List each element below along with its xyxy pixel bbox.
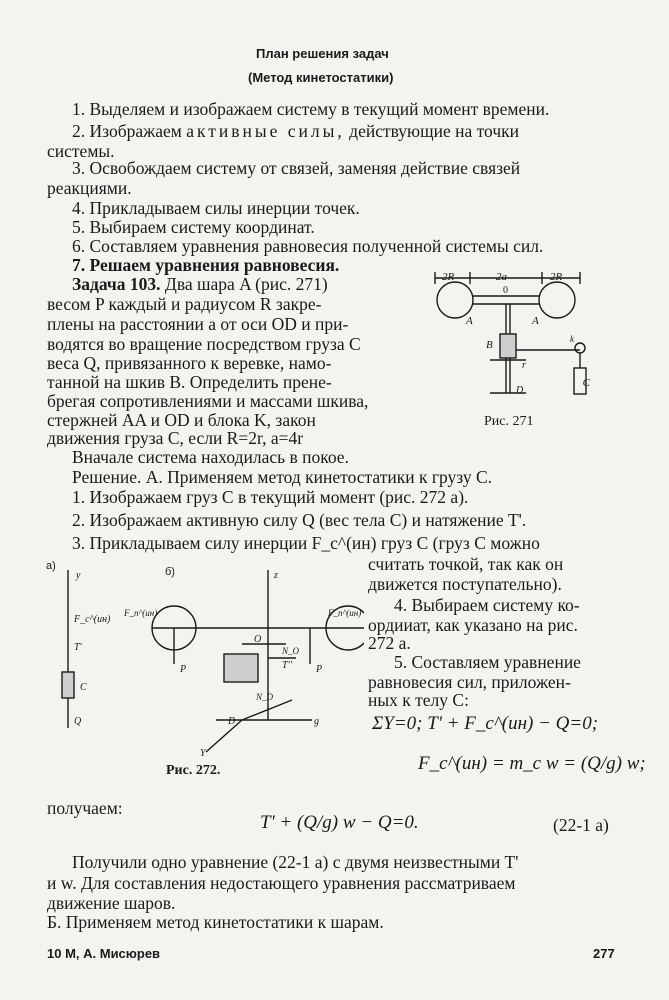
- fig272-a-label-C: C: [80, 682, 87, 693]
- fig272-b-label-z: z: [274, 570, 278, 581]
- fig271-label-2R-right: 2R: [550, 271, 563, 283]
- solution-line-4: 3. Прикладываем силу инерции F_c^(ин) груз C (груз C можно: [72, 533, 540, 553]
- figure-272-caption: Рис. 272.: [166, 763, 221, 778]
- plan-step-2: 2. Изображаем активные силы, действующие на точки: [72, 121, 519, 141]
- equation-1: ΣY=0; T' + F_c^(ин) − Q=0;: [372, 713, 599, 734]
- fig272-a-label-y: y: [76, 570, 81, 581]
- after-line-3: движение шаров.: [47, 893, 176, 913]
- solution-line-11: равновесия сил, приложен-: [368, 672, 571, 692]
- solution-line-6: движется поступательно).: [368, 574, 562, 594]
- figure-271: [430, 268, 590, 418]
- solution-line-9: 272 а.: [368, 633, 411, 653]
- problem-line-9: движения груза C, если R=2r, a=4r: [47, 428, 304, 448]
- plan-step-3-cont: реакциями.: [47, 178, 132, 198]
- after-line-1: Получили одно уравнение (22-1 а) с двумя неизвестными T': [72, 852, 519, 872]
- figure-272-a-label: а): [46, 560, 56, 572]
- fig272-a-label-Fc: F_c^(ин): [74, 614, 111, 625]
- solution-line-5: считать точкой, так как он: [368, 554, 564, 574]
- fig272-a-label-Q: Q: [74, 716, 82, 727]
- problem-line-3: плены на расстоянии a от оси OD и при-: [47, 314, 349, 334]
- fig272-b-label-O: O: [254, 634, 262, 645]
- problem-line-4: водятся во вращение посредством груза C: [47, 334, 361, 354]
- solution-line-7: 4. Выбираем систему ко-: [394, 595, 580, 615]
- problem-line-1: Задача 103. Два шара A (рис. 271): [72, 274, 328, 294]
- figure-271-caption: Рис. 271: [484, 414, 534, 429]
- fig272-b-label-No: N_O: [282, 646, 300, 656]
- problem-line-5: веса Q, привязанного к веревке, намо-: [47, 353, 332, 373]
- fig272-b-label-D: D: [228, 716, 236, 727]
- fig272-b-label-Fn-right: F_n^(ин): [328, 608, 362, 618]
- fig271-label-C: C: [582, 377, 590, 389]
- page-subtitle: (Метод кинетостатики): [248, 70, 394, 85]
- fig271-label-D: D: [516, 385, 524, 396]
- after-line-2: и w. Для составления недостающего уравнения рассматриваем: [47, 873, 516, 893]
- plan-step-7: 7. Решаем уравнения равновесия.: [72, 255, 340, 275]
- fig271-label-A-right: A: [532, 315, 539, 327]
- solution-line-12: ных к телу C:: [368, 690, 469, 710]
- problem-initial: Вначале система находилась в покое.: [72, 447, 349, 467]
- fig271-label-2a: 2a: [496, 271, 507, 283]
- fig272-b-label-g: g: [314, 716, 319, 727]
- fig272-b-label-Y: Y: [200, 748, 206, 759]
- footer-signature: 10 М, А. Мисюрев: [47, 946, 161, 961]
- fig271-label-B: B: [486, 339, 493, 351]
- solution-line-10: 5. Составляем уравнение: [394, 652, 581, 672]
- fig272-b-label-T2: T'': [282, 660, 292, 671]
- fig272-b-label-ND: N_D: [256, 692, 274, 702]
- plan-step-6: 6. Составляем уравнения равновесия полученной системы сил.: [72, 236, 544, 256]
- fig271-label-A-left: A: [466, 315, 473, 327]
- equation-3: T' + (Q/g) w − Q=0.: [260, 812, 419, 833]
- plan-step-4: 4. Прикладываем силы инерции точек.: [72, 198, 360, 218]
- plan-step-5: 5. Выбираем систему координат.: [72, 217, 315, 237]
- page-number: 277: [593, 946, 615, 961]
- solution-line-2: 1. Изображаем груз C в текущий момент (рис. 272 а).: [72, 487, 469, 507]
- equation-number: (22-1 а): [553, 815, 609, 835]
- fig272-b-label-Fn-left: F_n^(ин): [124, 608, 158, 618]
- plan-step-1: 1. Выделяем и изображаем систему в текущий момент времени.: [72, 99, 550, 119]
- problem-line-2: весом P каждый и радиусом R закре-: [47, 294, 322, 314]
- solution-line-8: ордииат, как указано на рис.: [368, 615, 578, 635]
- obtain-text: получаем:: [47, 798, 123, 818]
- solution-line-1: Решение. А. Применяем метод кинетостатики к грузу C.: [72, 467, 492, 487]
- figure-272: [46, 560, 364, 760]
- equation-2: F_c^(ин) = m_c w = (Q/g) w;: [418, 753, 646, 774]
- fig272-b-label-P-left: P: [180, 664, 187, 675]
- figure-272-b-label: б): [165, 566, 175, 578]
- plan-step-2-cont: системы.: [47, 141, 115, 161]
- fig271-label-r: r: [522, 360, 526, 371]
- fig272-b-label-P-right: P: [316, 664, 323, 675]
- plan-step-3: 3. Освобождаем систему от связей, заменяя действие связей: [72, 158, 521, 178]
- solution-line-3: 2. Изображаем активную силу Q (вес тела C) и натяжение T'.: [72, 510, 527, 530]
- fig271-label-2R-left: 2R: [442, 271, 455, 283]
- fig272-a-label-T: T': [74, 642, 82, 653]
- after-line-4: Б. Применяем метод кинетостатики к шарам.: [47, 912, 384, 932]
- problem-line-6: танной на шкив B. Определить пренe-: [47, 372, 332, 392]
- problem-line-7: брегая сопротивлениями и массами шкива,: [47, 391, 369, 411]
- fig271-label-k: k: [570, 334, 574, 344]
- problem-line-8: стержней AA и OD и блока K, закон: [47, 410, 316, 430]
- fig271-label-0: 0: [503, 285, 508, 296]
- page-title: План решения задач: [256, 46, 389, 61]
